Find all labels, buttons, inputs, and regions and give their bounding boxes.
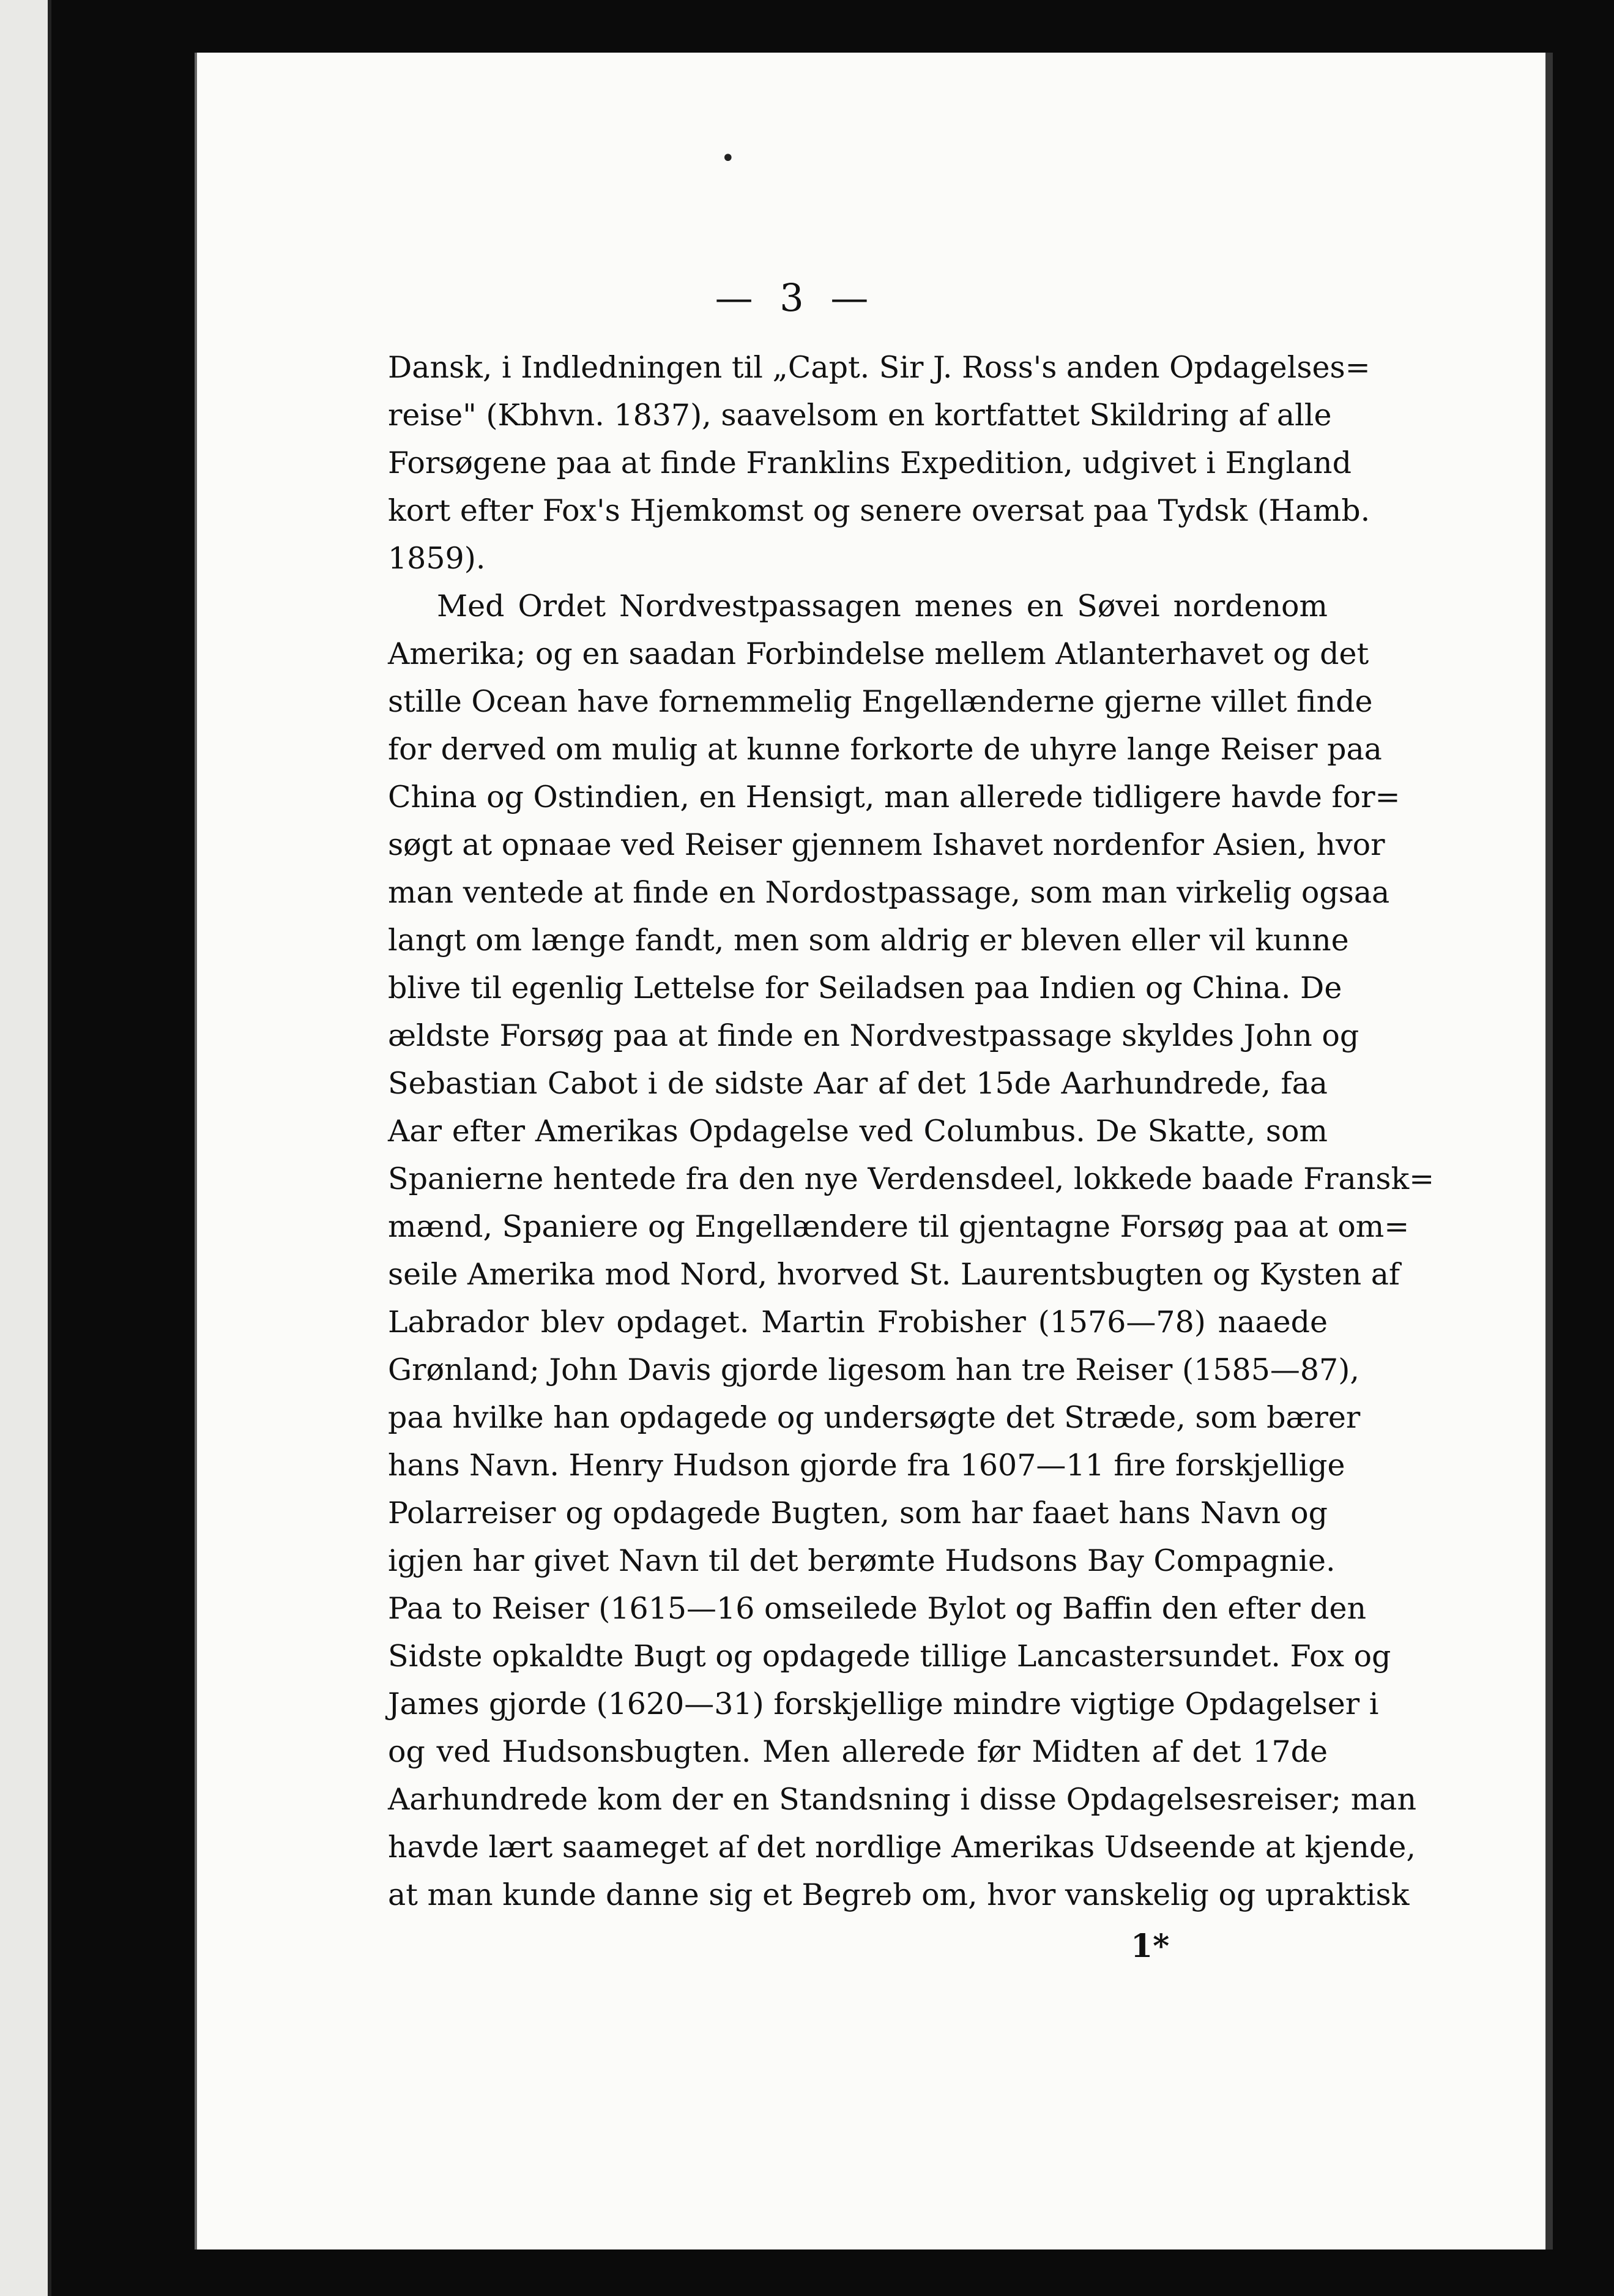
text-line: igjen har givet Navn til det berømte Hudsons Bay Compagnie. <box>388 1543 1336 1578</box>
text-line: Grønland; John Davis gjorde ligesom han tre Reiser (1585—87), <box>388 1352 1359 1387</box>
text-line: reise" (Kbhvn. 1837), saavelsom en kortfattet Skildring af alle <box>388 398 1332 433</box>
page-number: — 3 — <box>715 275 876 320</box>
text-line: Sidste opkaldte Bugt og opdagede tillige Lancastersundet. Fox og <box>388 1639 1391 1674</box>
top-mark: • <box>721 144 735 173</box>
text-line: ældste Forsøg paa at finde en Nordvestpassage skyldes John og <box>388 1018 1359 1053</box>
text-line: Forsøgene paa at finde Franklins Expedition, udgivet i England <box>388 445 1352 480</box>
text-line: Paa to Reiser (1615—16 omseilede Bylot og Baffin den efter den <box>388 1591 1367 1626</box>
text-line: for derved om mulig at kunne forkorte de uhyre lange Reiser paa <box>388 732 1382 767</box>
text-line: Polarreiser og opdagede Bugten, som har faaet hans Navn og <box>388 1496 1328 1530</box>
text-line: havde lært saameget af det nordlige Amerikas Udseende at kjende, <box>388 1830 1416 1865</box>
text-line: og ved Hudsonsbugten. Men allerede før Midten af det 17de <box>388 1734 1328 1769</box>
text-line: langt om længe fandt, men som aldrig er bleven eller vil kunne <box>388 923 1349 958</box>
text-line: seile Amerika mod Nord, hvorved St. Laurentsbugten og Kysten af <box>388 1257 1400 1292</box>
text-line: Aarhundrede kom der en Standsning i disse Opdagelsesreiser; man <box>388 1782 1417 1817</box>
left-page-edge <box>0 0 51 2296</box>
text-line: Labrador blev opdaget. Martin Frobisher (1576—78) naaede <box>388 1305 1328 1340</box>
text-line: Amerika; og en saadan Forbindelse mellem Atlanterhavet og det <box>388 636 1369 671</box>
text-line: Spanierne hentede fra den nye Verdensdeel, lokkede baade Fransk= <box>388 1161 1435 1196</box>
text-line: hans Navn. Henry Hudson gjorde fra 1607—11 fire forskjellige <box>388 1448 1345 1483</box>
text-line: Aar efter Amerikas Opdagelse ved Columbus. De Skatte, som <box>388 1114 1328 1149</box>
text-line: blive til egenlig Lettelse for Seiladsen paa Indien og China. De <box>388 971 1342 1005</box>
text-line: kort efter Fox's Hjemkomst og senere oversat paa Tydsk (Hamb. <box>388 493 1370 528</box>
text-line: Sebastian Cabot i de sidste Aar af det 15de Aarhundrede, faa <box>388 1066 1328 1101</box>
text-line: man ventede at finde en Nordostpassage, som man virkelig ogsaa <box>388 875 1390 910</box>
text-line: Med Ordet Nordvestpassagen menes en Søvei nordenom <box>437 589 1328 624</box>
text-line: James gjorde (1620—31) forskjellige mindre vigtige Opdagelser i <box>388 1687 1379 1721</box>
text-line: China og Ostindien, en Hensigt, man allerede tidligere havde for= <box>388 780 1400 814</box>
signature-mark: 1* <box>1131 1928 1170 1965</box>
text-line: paa hvilke han opdagede og undersøgte det Stræde, som bærer <box>388 1400 1361 1435</box>
text-line: stille Ocean have fornemmelig Engellænderne gjerne villet finde <box>388 684 1373 719</box>
text-line: søgt at opnaae ved Reiser gjennem Ishavet nordenfor Asien, hvor <box>388 827 1385 862</box>
text-line: 1859). <box>388 541 486 576</box>
text-line: mænd, Spaniere og Engellændere til gjentagne Forsøg paa at om= <box>388 1209 1410 1244</box>
text-line: Dansk, i Indledningen til „Capt. Sir J. Ross's anden Opdagelses= <box>388 350 1370 385</box>
text-line: at man kunde danne sig et Begreb om, hvor vanskelig og upraktisk <box>388 1877 1410 1912</box>
body-text <box>388 344 1435 1919</box>
